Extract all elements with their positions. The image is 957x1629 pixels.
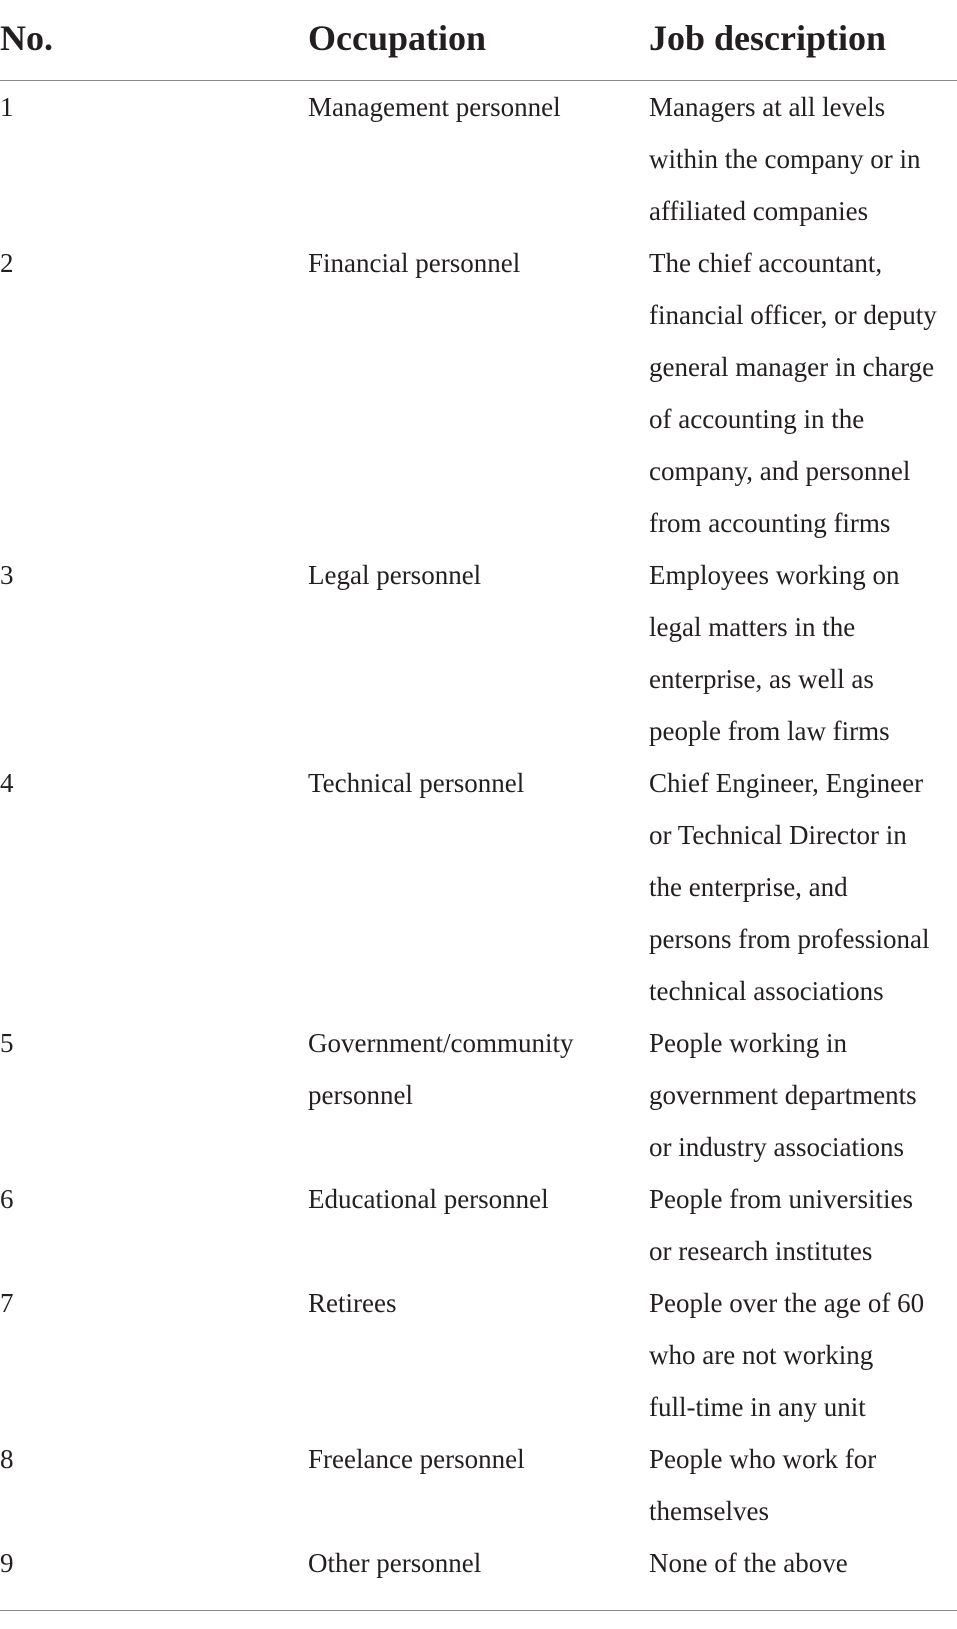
job-description-line: technical associations: [649, 976, 884, 1006]
job-description-line: persons from professional: [649, 924, 930, 954]
row-number: 5: [0, 1028, 14, 1058]
occupation-cell: [308, 1433, 525, 1485]
job-description-line: Employees working on: [649, 560, 900, 590]
job-description-cell: [649, 1277, 957, 1433]
table-row: [0, 1537, 957, 1589]
occupation-line: Freelance personnel: [308, 1444, 525, 1474]
job-description-line: of accounting in the: [649, 404, 865, 434]
job-description-line: enterprise, as well as: [649, 664, 874, 694]
occupation-cell: [308, 1173, 549, 1225]
occupation-cell: [308, 1537, 481, 1589]
occupation-line: Legal personnel: [308, 560, 482, 590]
table-body: [0, 81, 957, 1589]
job-description-cell: [649, 1433, 957, 1537]
occupation-line: Financial personnel: [308, 248, 521, 278]
table-row: [0, 1017, 957, 1173]
table-header: [0, 0, 957, 81]
occupation-line: personnel: [308, 1080, 413, 1110]
row-number: 9: [0, 1548, 14, 1578]
table-row: [0, 1277, 957, 1433]
job-description-cell: [649, 1017, 957, 1173]
occupation-line: Management personnel: [308, 92, 561, 122]
job-description-cell: [649, 757, 957, 1017]
table-row: [0, 549, 957, 757]
row-number: 8: [0, 1444, 14, 1474]
job-description-line: or Technical Director in: [649, 820, 907, 850]
job-description-line: Chief Engineer, Engineer: [649, 768, 924, 798]
header-no: No.: [0, 18, 53, 58]
header-job-description: Job description: [649, 18, 887, 58]
job-description-line: general manager in charge: [649, 352, 935, 382]
occupation-cell: [308, 549, 481, 601]
job-description-cell: [649, 81, 957, 237]
job-description-cell: [649, 1173, 957, 1277]
job-description-cell: [649, 549, 957, 757]
job-description-line: People from universities: [649, 1184, 913, 1214]
job-description-line: Managers at all levels: [649, 92, 886, 122]
occupation-cell: [308, 81, 561, 133]
job-description-line: None of the above: [649, 1548, 848, 1578]
occupation-cell: [308, 757, 524, 809]
occupation-line: Other personnel: [308, 1548, 482, 1578]
job-description-line: or research institutes: [649, 1236, 873, 1266]
job-description-line: government departments: [649, 1080, 917, 1110]
job-description-line: from accounting firms: [649, 508, 891, 538]
table-row: [0, 1173, 957, 1277]
row-number: 6: [0, 1184, 14, 1214]
table-row: [0, 1433, 957, 1537]
job-description-line: financial officer, or deputy: [649, 300, 937, 330]
job-description-line: the enterprise, and: [649, 872, 848, 902]
row-number: 1: [0, 92, 14, 122]
job-description-line: legal matters in the: [649, 612, 856, 642]
job-description-line: people from law firms: [649, 716, 890, 746]
job-description-cell: [649, 1537, 957, 1589]
table-row: [0, 757, 957, 1017]
job-description-line: or industry associations: [649, 1132, 904, 1162]
table-row: [0, 81, 957, 237]
occupation-cell: [308, 1277, 396, 1329]
occupation-cell: [308, 1017, 573, 1121]
job-description-line: within the company or in: [649, 144, 921, 174]
job-description-line: company, and personnel: [649, 456, 911, 486]
job-description-line: affiliated companies: [649, 196, 869, 226]
row-number: 7: [0, 1288, 14, 1318]
table-bottom-rule: [0, 1610, 957, 1611]
job-description-line: themselves: [649, 1496, 769, 1526]
occupation-line: Government/community: [308, 1028, 574, 1058]
occupation-line: Educational personnel: [308, 1184, 549, 1214]
job-description-cell: [649, 237, 957, 549]
row-number: 4: [0, 768, 14, 798]
table-row: [0, 237, 957, 549]
header-occupation: Occupation: [308, 18, 487, 58]
occupation-line: Retirees: [308, 1288, 397, 1318]
job-description-line: People who work for: [649, 1444, 877, 1474]
job-description-line: full-time in any unit: [649, 1392, 866, 1422]
row-number: 3: [0, 560, 14, 590]
job-description-line: The chief accountant,: [649, 248, 883, 278]
job-description-line: People over the age of 60: [649, 1288, 925, 1318]
job-description-line: People working in: [649, 1028, 847, 1058]
occupation-line: Technical personnel: [308, 768, 525, 798]
job-description-line: who are not working: [649, 1340, 874, 1370]
occupation-cell: [308, 237, 520, 289]
row-number: 2: [0, 248, 14, 278]
